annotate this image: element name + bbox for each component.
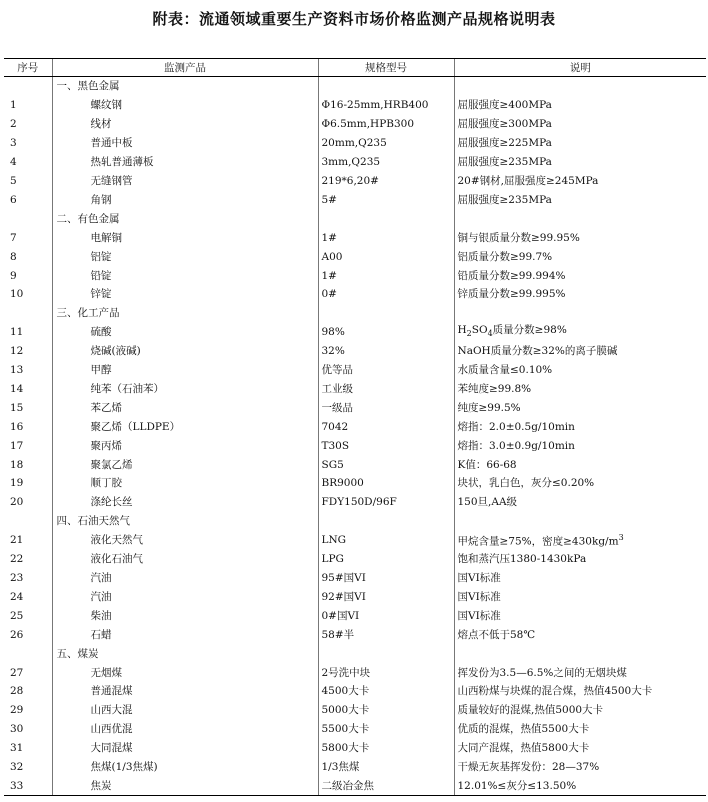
table-row bbox=[4, 701, 706, 720]
note-text: 屈服强度≥235MPa bbox=[454, 190, 706, 209]
note-text: 纯度≥99.5% bbox=[454, 398, 706, 417]
note-text: 干燥无灰基挥发份：28—37% bbox=[454, 758, 706, 777]
spec-cell bbox=[318, 209, 454, 228]
note-text: 优质的混煤，热值5500大卡 bbox=[454, 720, 706, 739]
row-number: 2 bbox=[10, 118, 17, 131]
product-name: 液化石油气 bbox=[52, 550, 318, 569]
spec-value: 1# bbox=[318, 266, 454, 285]
row-number: 22 bbox=[10, 553, 24, 566]
row-number: 15 bbox=[10, 401, 24, 414]
product-name: 顺丁胶 bbox=[52, 474, 318, 493]
row-number: 31 bbox=[10, 742, 24, 755]
note-text: 屈服强度≥400MPa bbox=[454, 96, 706, 115]
row-number: 12 bbox=[10, 345, 24, 358]
product-name: 聚丙烯 bbox=[52, 436, 318, 455]
spec-value: 5# bbox=[318, 190, 454, 209]
note-text: 国VI标准 bbox=[454, 569, 706, 588]
spec-table bbox=[4, 58, 706, 796]
table-row bbox=[4, 398, 706, 417]
product-name: 焦炭 bbox=[52, 777, 318, 796]
product-name: 苯乙烯 bbox=[52, 398, 318, 417]
product-name: 涤纶长丝 bbox=[52, 493, 318, 512]
table-row bbox=[4, 569, 706, 588]
product-name: 柴油 bbox=[52, 606, 318, 625]
table-row bbox=[4, 663, 706, 682]
note-text: 水质量含量≤0.10% bbox=[454, 361, 706, 380]
row-number: 21 bbox=[10, 534, 24, 547]
spec-value: 5800大卡 bbox=[318, 739, 454, 758]
table-row bbox=[4, 190, 706, 209]
note-text: $H_2SO_4$质量分数≥98% bbox=[454, 323, 706, 342]
product-name: 铝锭 bbox=[52, 247, 318, 266]
row-number: 20 bbox=[10, 496, 24, 509]
row-number-cell bbox=[4, 512, 52, 531]
row-number: 28 bbox=[10, 685, 24, 698]
row-number: 10 bbox=[10, 288, 24, 301]
product-name: 焦煤(1/3焦煤) bbox=[52, 758, 318, 777]
product-name: 线材 bbox=[52, 115, 318, 134]
row-number: 1 bbox=[10, 99, 17, 112]
table-row bbox=[4, 720, 706, 739]
note-text: 大同产混煤，热值5800大卡 bbox=[454, 739, 706, 758]
note-text: NaOH质量分数≥32%的离子膜碱 bbox=[454, 342, 706, 361]
spec-value: FDY150D/96F bbox=[318, 493, 454, 512]
row-number: 25 bbox=[10, 609, 24, 622]
note-text: 块状，乳白色，灰分≤0.20% bbox=[454, 474, 706, 493]
note-cell bbox=[454, 77, 706, 96]
row-number: 16 bbox=[10, 420, 24, 433]
spec-cell bbox=[318, 304, 454, 323]
product-name: 山西大混 bbox=[52, 701, 318, 720]
product-name: 汽油 bbox=[52, 587, 318, 606]
spec-value: LNG bbox=[318, 531, 454, 550]
note-text: 国VI标准 bbox=[454, 587, 706, 606]
row-number: 33 bbox=[4, 777, 52, 796]
spec-value: 5500大卡 bbox=[318, 720, 454, 739]
category-name: 四、石油天然气 bbox=[52, 512, 318, 531]
product-name: 热轧普通薄板 bbox=[52, 153, 318, 172]
note-text: 熔指：3.0±0.9g/10min bbox=[454, 436, 706, 455]
product-name: 聚乙烯（LLDPE） bbox=[52, 417, 318, 436]
row-number: 32 bbox=[10, 761, 24, 774]
spec-value: 92#国VI bbox=[318, 587, 454, 606]
row-number: 7 bbox=[10, 231, 17, 244]
spec-cell bbox=[318, 644, 454, 663]
note-text: 屈服强度≥300MPa bbox=[454, 115, 706, 134]
table-row bbox=[4, 531, 706, 550]
header-note: 说明 bbox=[454, 59, 706, 77]
table-row bbox=[4, 323, 706, 342]
product-name: 聚氯乙烯 bbox=[52, 455, 318, 474]
spec-value: 32% bbox=[318, 342, 454, 361]
table-row bbox=[4, 550, 706, 569]
spec-value: 95#国VI bbox=[318, 569, 454, 588]
product-name: 螺纹钢 bbox=[52, 96, 318, 115]
row-number: 8 bbox=[10, 250, 17, 263]
row-number: 9 bbox=[10, 269, 17, 282]
table-row bbox=[4, 361, 706, 380]
row-number-cell bbox=[4, 77, 52, 96]
spec-value: 20mm,Q235 bbox=[318, 134, 454, 153]
table-body bbox=[4, 77, 706, 796]
row-number: 24 bbox=[10, 590, 24, 603]
header-no: 序号 bbox=[4, 59, 52, 77]
note-text: 苯纯度≥99.8% bbox=[454, 380, 706, 399]
spec-value: BR9000 bbox=[318, 474, 454, 493]
row-number: 6 bbox=[10, 193, 17, 206]
category-row bbox=[4, 77, 706, 96]
product-name: 硫酸 bbox=[52, 323, 318, 342]
product-name: 普通中板 bbox=[52, 134, 318, 153]
note-text: 锌质量分数≥99.995% bbox=[454, 285, 706, 304]
row-number: 29 bbox=[10, 704, 24, 717]
spec-value: 2号洗中块 bbox=[318, 663, 454, 682]
spec-value: 7042 bbox=[318, 417, 454, 436]
table-row bbox=[4, 455, 706, 474]
note-text: 150旦,AA级 bbox=[454, 493, 706, 512]
note-text: 质量较好的混煤,热值5000大卡 bbox=[454, 701, 706, 720]
note-text: 挥发份为3.5—6.5%之间的无烟块煤 bbox=[454, 663, 706, 682]
row-number: 13 bbox=[10, 364, 24, 377]
product-name: 液化天然气 bbox=[52, 531, 318, 550]
note-text: 铝质量分数≥99.7% bbox=[454, 247, 706, 266]
table-row bbox=[4, 153, 706, 172]
header-product: 监测产品 bbox=[52, 59, 318, 77]
note-text: 饱和蒸汽压1380-1430kPa bbox=[454, 550, 706, 569]
header-spec: 规格型号 bbox=[318, 59, 454, 77]
spec-value: 4500大卡 bbox=[318, 682, 454, 701]
note-text: 甲烷含量≥75%，密度$\ge 430kg/m^3$ bbox=[454, 531, 706, 550]
row-number-cell bbox=[4, 209, 52, 228]
note-text: 屈服强度≥225MPa bbox=[454, 134, 706, 153]
row-number: 3 bbox=[10, 137, 17, 150]
spec-value: 5000大卡 bbox=[318, 701, 454, 720]
spec-value: 3mm,Q235 bbox=[318, 153, 454, 172]
spec-value: 优等品 bbox=[318, 361, 454, 380]
product-name: 铅锭 bbox=[52, 266, 318, 285]
row-number: 23 bbox=[10, 572, 24, 585]
product-name: 烧碱(液碱) bbox=[52, 342, 318, 361]
table-row bbox=[4, 758, 706, 777]
spec-value: 58#半 bbox=[318, 625, 454, 644]
note-text: 熔点不低于58℃ bbox=[454, 625, 706, 644]
table-row bbox=[4, 228, 706, 247]
note-cell bbox=[454, 304, 706, 323]
table-row bbox=[4, 739, 706, 758]
table-row bbox=[4, 247, 706, 266]
table-row bbox=[4, 96, 706, 115]
product-name: 石蜡 bbox=[52, 625, 318, 644]
table-row bbox=[4, 266, 706, 285]
category-row bbox=[4, 644, 706, 663]
table-row bbox=[4, 606, 706, 625]
table-row bbox=[4, 417, 706, 436]
product-name: 无烟煤 bbox=[52, 663, 318, 682]
table-row bbox=[4, 115, 706, 134]
note-cell bbox=[454, 644, 706, 663]
row-number: 17 bbox=[10, 439, 24, 452]
category-name: 二、有色金属 bbox=[52, 209, 318, 228]
spec-value: 0# bbox=[318, 285, 454, 304]
spec-value: 工业级 bbox=[318, 380, 454, 399]
table-row bbox=[4, 172, 706, 191]
spec-value: T30S bbox=[318, 436, 454, 455]
row-number: 30 bbox=[10, 723, 24, 736]
table-header-row bbox=[4, 59, 706, 77]
spec-value: Φ6.5mm,HPB300 bbox=[318, 115, 454, 134]
row-number: 5 bbox=[10, 174, 17, 187]
table-row bbox=[4, 436, 706, 455]
row-number: 27 bbox=[10, 666, 24, 679]
category-row bbox=[4, 209, 706, 228]
category-name: 一、黑色金属 bbox=[52, 77, 318, 96]
row-number: 11 bbox=[10, 326, 24, 339]
spec-value: LPG bbox=[318, 550, 454, 569]
note-text: 山西粉煤与块煤的混合煤，热值4500大卡 bbox=[454, 682, 706, 701]
product-name: 电解铜 bbox=[52, 228, 318, 247]
product-name: 锌锭 bbox=[52, 285, 318, 304]
spec-value: 219*6,20# bbox=[318, 172, 454, 191]
spec-cell bbox=[318, 512, 454, 531]
note-text: K值：66-68 bbox=[454, 455, 706, 474]
note-text: 屈服强度≥235MPa bbox=[454, 153, 706, 172]
product-name: 普通混煤 bbox=[52, 682, 318, 701]
row-number: 4 bbox=[10, 156, 17, 169]
note-cell bbox=[454, 512, 706, 531]
spec-value: 二级冶金焦 bbox=[318, 777, 454, 796]
spec-cell bbox=[318, 77, 454, 96]
table-row bbox=[4, 285, 706, 304]
table-row bbox=[4, 342, 706, 361]
spec-value: 0#国VI bbox=[318, 606, 454, 625]
note-text: 熔指：2.0±0.5g/10min bbox=[454, 417, 706, 436]
spec-value: A00 bbox=[318, 247, 454, 266]
product-name: 甲醇 bbox=[52, 361, 318, 380]
category-row bbox=[4, 512, 706, 531]
note-text: 12.01%≤灰分≤13.50% bbox=[454, 777, 706, 796]
row-number-cell bbox=[4, 644, 52, 663]
spec-value: 一级品 bbox=[318, 398, 454, 417]
row-number: 18 bbox=[10, 458, 24, 471]
product-name: 角钢 bbox=[52, 190, 318, 209]
table-row bbox=[4, 493, 706, 512]
spec-value: Φ16-25mm,HRB400 bbox=[318, 96, 454, 115]
product-name: 山西优混 bbox=[52, 720, 318, 739]
page-title: 附表：流通领域重要生产资料市场价格监测产品规格说明表 bbox=[152, 10, 556, 28]
note-text: 20#钢材,屈服强度≥245MPa bbox=[454, 172, 706, 191]
table-row bbox=[4, 625, 706, 644]
row-number: 19 bbox=[10, 477, 24, 490]
category-name: 五、煤炭 bbox=[52, 644, 318, 663]
note-cell bbox=[454, 209, 706, 228]
product-name: 无缝钢管 bbox=[52, 172, 318, 191]
spec-value: SG5 bbox=[318, 455, 454, 474]
category-name: 三、化工产品 bbox=[52, 304, 318, 323]
row-number: 14 bbox=[10, 382, 24, 395]
table-row bbox=[4, 380, 706, 399]
spec-value: 98% bbox=[318, 323, 454, 342]
table-row bbox=[4, 682, 706, 701]
table-row bbox=[4, 777, 706, 796]
product-name: 大同混煤 bbox=[52, 739, 318, 758]
table-row bbox=[4, 587, 706, 606]
product-name: 汽油 bbox=[52, 569, 318, 588]
note-text: 铜与银质量分数≥99.95% bbox=[454, 228, 706, 247]
table-row bbox=[4, 474, 706, 493]
spec-value: 1# bbox=[318, 228, 454, 247]
note-text: 国VI标准 bbox=[454, 606, 706, 625]
category-row bbox=[4, 304, 706, 323]
spec-value: 1/3焦煤 bbox=[318, 758, 454, 777]
row-number-cell bbox=[4, 304, 52, 323]
product-name: 纯苯（石油苯） bbox=[52, 380, 318, 399]
table-row bbox=[4, 134, 706, 153]
row-number: 26 bbox=[10, 628, 24, 641]
note-text: 铅质量分数≥99.994% bbox=[454, 266, 706, 285]
